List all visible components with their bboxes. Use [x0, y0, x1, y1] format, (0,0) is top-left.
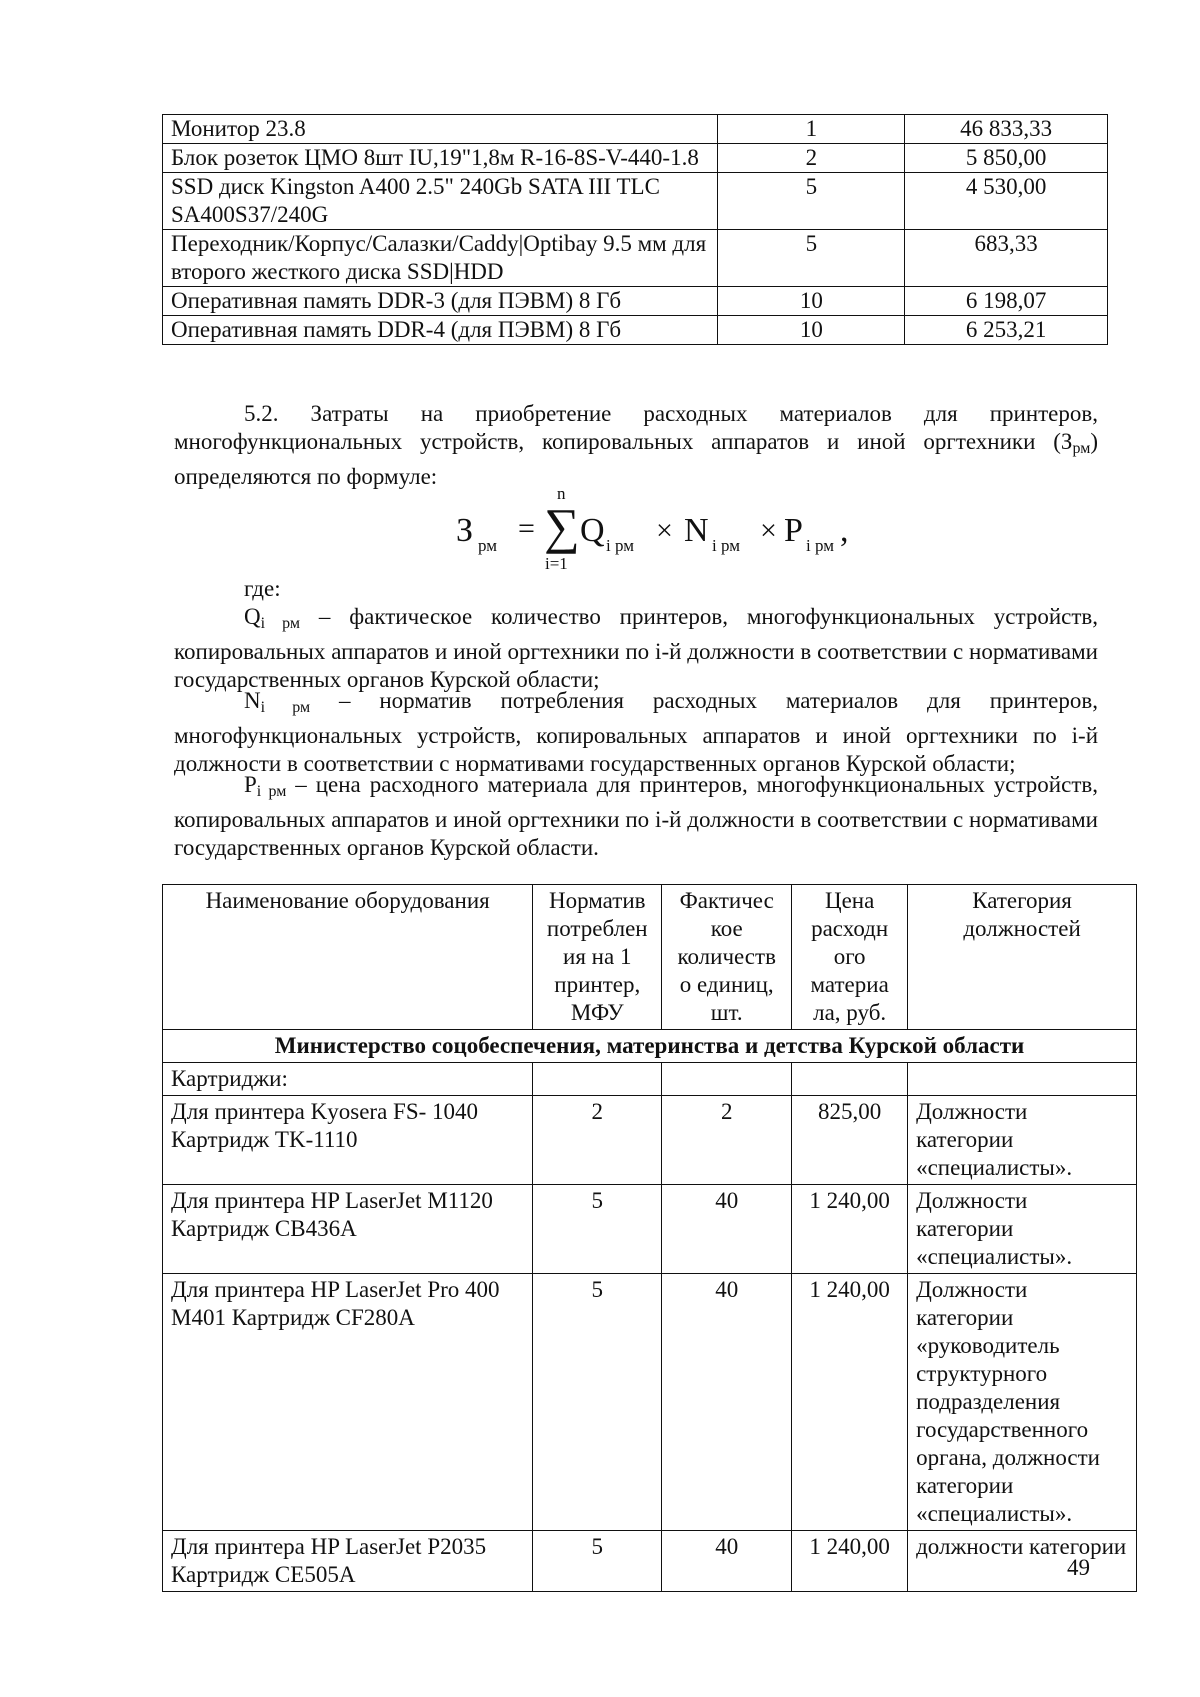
group-row — [163, 1063, 1137, 1096]
table-row — [163, 1185, 1137, 1274]
group-title: Картриджи: — [163, 1063, 533, 1096]
item-qty: 2 — [718, 144, 905, 173]
header-row — [163, 885, 1137, 1030]
table-row — [163, 1274, 1137, 1531]
page-number: 49 — [1067, 1555, 1090, 1580]
formula-q: Q — [580, 512, 605, 549]
fact-value: 40 — [662, 1185, 792, 1274]
category-value: Должности категории «специалисты». — [908, 1185, 1137, 1274]
item-name: SSD диск Kingston A400 2.5" 240Gb SATA III TLC SA400S37/240G — [163, 173, 718, 230]
col-header-category: Категория должностей — [908, 885, 1137, 1030]
col-header-price: Цена расходн ого материа ла, руб. — [792, 885, 908, 1030]
price-value: 825,00 — [792, 1096, 908, 1185]
sigma-symbol: ∑ — [544, 498, 580, 554]
table-row — [163, 1096, 1137, 1185]
intro-paragraph: 5.2. Затраты на приобретение расходных материалов для принтеров, многофункциональных устройств, копировальных аппаратов и иной оргтехники $(З_{рм})$ определяются по формуле: — [174, 401, 1098, 489]
formula-n: N — [684, 512, 709, 549]
section-row — [163, 1030, 1137, 1063]
empty-cell — [792, 1063, 908, 1096]
formula-times: × — [760, 514, 777, 547]
col-header-name: Наименование оборудования — [163, 885, 533, 1030]
formula-upper-limit: n — [557, 484, 566, 503]
table-row — [163, 230, 1108, 287]
norm-value: 5 — [533, 1185, 662, 1274]
fact-value: 2 — [662, 1096, 792, 1185]
item-name: Переходник/Корпус/Салазки/Caddy|Optibay 9.5 мм для второго жесткого диска SSD|HDD — [163, 230, 718, 287]
q-definition: $Q_{i рм}$ – фактическое количество принтеров, многофункциональных устройств, копировальных аппаратов и иной оргтехники по i-й должности в соответствии с нормативами государственных органов Курской области; — [174, 604, 1099, 692]
formula-times: × — [656, 514, 673, 547]
table-row — [163, 287, 1108, 316]
item-qty: 5 — [718, 230, 905, 287]
formula-p-sub: i рм — [806, 536, 834, 555]
equipment-name: Для принтера HP LaserJet M1120 Картридж CB436A — [163, 1185, 533, 1274]
item-qty: 10 — [718, 287, 905, 316]
table-row — [163, 1531, 1137, 1592]
empty-cell — [662, 1063, 792, 1096]
price-value: 1 240,00 — [792, 1274, 908, 1531]
table-row — [163, 115, 1108, 144]
section-title: Министерство соцобеспечения, материнства и детства Курской области — [163, 1030, 1137, 1063]
formula-comma: , — [840, 512, 849, 549]
cost-formula — [456, 484, 849, 580]
item-price: 5 850,00 — [905, 144, 1108, 173]
item-qty: 5 — [718, 173, 905, 230]
formula-q-sub: i рм — [606, 536, 634, 555]
empty-cell — [533, 1063, 662, 1096]
formula-equals: = — [518, 512, 535, 545]
equipment-table — [162, 114, 1108, 345]
table-row — [163, 144, 1108, 173]
col-header-norm: Норматив потреблен ия на 1 принтер, МФУ — [533, 885, 662, 1030]
formula-lower-limit: i=1 — [545, 554, 568, 573]
category-value: должности категории — [908, 1531, 1137, 1592]
equipment-name: Для принтера HP LaserJet Pro 400 M401 Картридж CF280A — [163, 1274, 533, 1531]
formula-lhs: З — [456, 512, 474, 549]
equipment-name: Для принтера HP LaserJet P2035 Картридж CE505A — [163, 1531, 533, 1592]
empty-cell — [908, 1063, 1137, 1096]
item-qty: 10 — [718, 316, 905, 345]
item-price: 46 833,33 — [905, 115, 1108, 144]
norm-value: 5 — [533, 1531, 662, 1592]
item-price: 6 253,21 — [905, 316, 1108, 345]
item-qty: 1 — [718, 115, 905, 144]
price-value: 1 240,00 — [792, 1531, 908, 1592]
fact-value: 40 — [662, 1274, 792, 1531]
equipment-name: Для принтера Kyosera FS- 1040 Картридж TK-1110 — [163, 1096, 533, 1185]
table-row — [163, 173, 1108, 230]
price-value: 1 240,00 — [792, 1185, 908, 1274]
consumables-table — [162, 884, 1137, 1592]
n-definition: $N_{i рм}$ – норматив потребления расходных материалов для принтеров, многофункциональных устройств, копировальных аппаратов и иной оргтехники по i-й должности в соответствии с нормативами государственных органов Курской области; — [174, 688, 1098, 776]
p-definition: $P_{i рм}$ – цена расходного материала для принтеров, многофункциональных устройств, копировальных аппаратов и иной оргтехники по i-й должности в соответствии с нормативами государственных органов Курской области. — [174, 772, 1098, 860]
category-value: Должности категории «руководитель структурного подразделения государственного органа, должности категории «специалисты». — [908, 1274, 1137, 1531]
item-name: Блок розеток ЦМО 8шт IU,19"1,8м R-16-8S-V-440-1.8 — [163, 144, 718, 173]
col-header-fact: Фактичес кое количеств о единиц, шт. — [662, 885, 792, 1030]
item-name: Монитор 23.8 — [163, 115, 718, 144]
norm-value: 2 — [533, 1096, 662, 1185]
item-price: 6 198,07 — [905, 287, 1108, 316]
item-price: 683,33 — [905, 230, 1108, 287]
formula-n-sub: i рм — [712, 536, 740, 555]
formula-lhs-sub: рм — [478, 536, 498, 555]
category-value: Должности категории «специалисты». — [908, 1096, 1137, 1185]
item-price: 4 530,00 — [905, 173, 1108, 230]
item-name: Оперативная память DDR-3 (для ПЭВМ) 8 Гб — [163, 287, 718, 316]
table-row — [163, 316, 1108, 345]
item-name: Оперативная память DDR-4 (для ПЭВМ) 8 Гб — [163, 316, 718, 345]
formula-p: P — [784, 512, 803, 549]
fact-value: 40 — [662, 1531, 792, 1592]
where-label: где: — [244, 576, 281, 601]
norm-value: 5 — [533, 1274, 662, 1531]
